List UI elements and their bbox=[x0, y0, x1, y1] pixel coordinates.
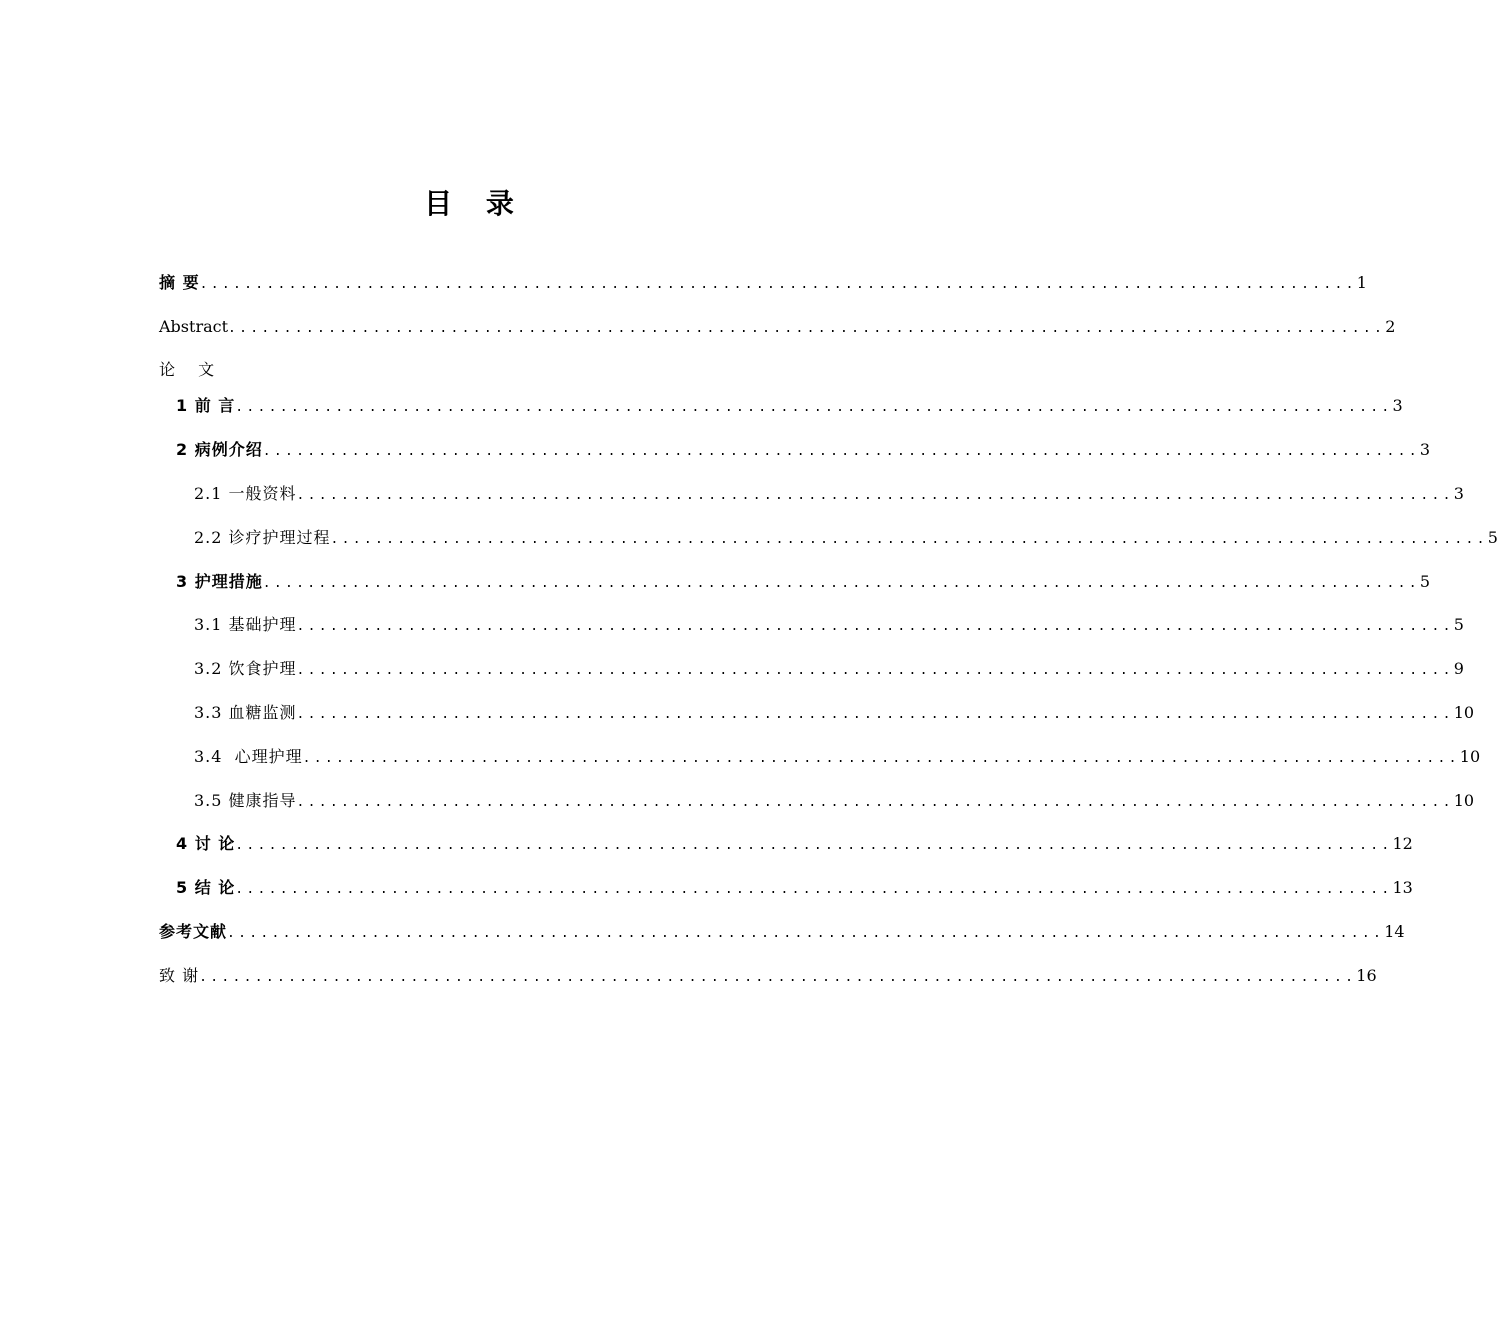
toc-entry-abstract-cn[interactable] bbox=[159, 270, 1367, 296]
toc-entry-label: 2.1 一般资料 bbox=[194, 484, 297, 503]
toc-leader-dots: ........................................................................................................ bbox=[235, 838, 1393, 853]
toc-entry-page: 5 bbox=[1453, 615, 1464, 634]
toc-entry-page: 12 bbox=[1392, 834, 1413, 853]
toc-leader-dots: ........................................................................................................ bbox=[227, 926, 1385, 941]
toc-entry-label: 3.1 基础护理 bbox=[194, 615, 297, 634]
toc-entry-label: 摘 要 bbox=[159, 273, 200, 292]
toc-entry-nursing-measures[interactable] bbox=[176, 569, 1431, 595]
toc-entry-basic-care[interactable] bbox=[194, 612, 1464, 638]
toc-entry-label: 4 讨 论 bbox=[176, 834, 236, 853]
toc-section-heading: 论 文 bbox=[159, 360, 224, 379]
toc-entry-label: 3.4 心理护理 bbox=[194, 747, 303, 766]
toc-leader-dots: ........................................................................................................ bbox=[296, 795, 1454, 810]
toc-entry-diet-care[interactable] bbox=[194, 656, 1464, 682]
toc-entry-page: 3 bbox=[1419, 440, 1431, 459]
toc-entry-page: 10 bbox=[1459, 747, 1481, 766]
toc-entry-case-intro[interactable] bbox=[176, 437, 1431, 463]
toc-entry-page: 3 bbox=[1453, 484, 1464, 503]
toc-entry-references[interactable] bbox=[159, 919, 1405, 945]
toc-leader-dots: ........................................................................................................ bbox=[296, 707, 1454, 722]
toc-title: 目 录 bbox=[424, 187, 526, 220]
toc-entry-page: 1 bbox=[1356, 273, 1367, 292]
toc-leader-dots: ........................................................................................................ bbox=[296, 663, 1454, 678]
toc-entry-label: 3.2 饮食护理 bbox=[194, 659, 297, 678]
toc-entry-page: 13 bbox=[1392, 878, 1413, 897]
toc-leader-dots: ........................................................................................................ bbox=[302, 751, 1460, 766]
toc-entry-health-guidance[interactable] bbox=[194, 788, 1475, 814]
toc-entry-label: 致 谢 bbox=[159, 966, 200, 985]
toc-entry-page: 16 bbox=[1356, 966, 1377, 985]
toc-leader-dots: ........................................................................................................ bbox=[296, 619, 1454, 634]
toc-entry-conclusion[interactable] bbox=[176, 875, 1413, 901]
toc-entry-page: 9 bbox=[1453, 659, 1464, 678]
toc-entry-preface[interactable] bbox=[176, 393, 1403, 419]
toc-entry-label: 1 前 言 bbox=[176, 396, 236, 415]
toc-entry-page: 14 bbox=[1384, 922, 1405, 941]
toc-leader-dots: ........................................................................................................ bbox=[199, 277, 1357, 292]
toc-leader-dots: ........................................................................................................ bbox=[262, 576, 1420, 591]
toc-entry-page: 5 bbox=[1487, 528, 1498, 547]
toc-leader-dots: ........................................................................................................ bbox=[296, 488, 1454, 503]
toc-entry-acknowledgements[interactable] bbox=[159, 963, 1377, 989]
toc-entry-abstract-en[interactable] bbox=[159, 314, 1396, 340]
toc-entry-label: Abstract bbox=[159, 317, 229, 336]
toc-leader-dots: ........................................................................................................ bbox=[228, 321, 1386, 336]
toc-entry-page: 2 bbox=[1385, 317, 1396, 336]
toc-entry-psych-care[interactable] bbox=[194, 744, 1481, 770]
toc-entry-discussion[interactable] bbox=[176, 831, 1413, 857]
toc-entry-treatment-process[interactable] bbox=[194, 525, 1498, 551]
toc-entry-page: 5 bbox=[1419, 572, 1431, 591]
toc-leader-dots: ........................................................................................................ bbox=[199, 970, 1357, 985]
toc-entry-label: 3.3 血糖监测 bbox=[194, 703, 297, 722]
toc-leader-dots: ........................................................................................................ bbox=[235, 400, 1393, 415]
toc-entry-label: 3 护理措施 bbox=[176, 572, 263, 591]
toc-leader-dots: ........................................................................................................ bbox=[235, 882, 1393, 897]
toc-entry-label: 5 结 论 bbox=[176, 878, 236, 897]
toc-entry-general-info[interactable] bbox=[194, 481, 1464, 507]
toc-entry-label: 2 病例介绍 bbox=[176, 440, 263, 459]
toc-entry-glucose-monitoring[interactable] bbox=[194, 700, 1475, 726]
toc-leader-dots: ........................................................................................................ bbox=[262, 444, 1420, 459]
toc-entry-label: 3.5 健康指导 bbox=[194, 791, 297, 810]
toc-entry-page: 10 bbox=[1453, 791, 1475, 810]
toc-entry-page: 10 bbox=[1453, 703, 1475, 722]
toc-entry-label: 参考文献 bbox=[159, 922, 228, 941]
toc-entry-label: 2.2 诊疗护理过程 bbox=[194, 528, 331, 547]
toc-entry-page: 3 bbox=[1392, 396, 1403, 415]
toc-leader-dots: ........................................................................................................ bbox=[330, 532, 1488, 547]
